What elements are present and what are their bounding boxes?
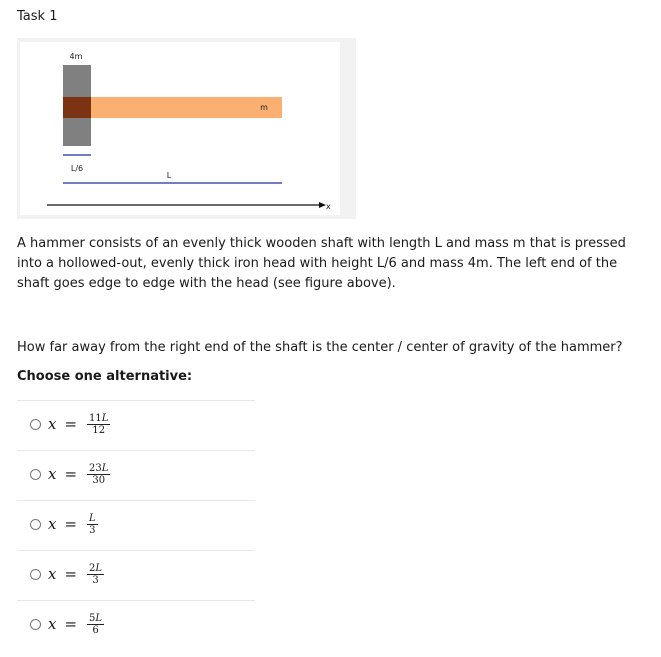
fraction-denominator: 30: [92, 474, 106, 486]
task-title: Task 1: [17, 9, 58, 24]
option-divider: [17, 600, 255, 601]
x-axis-label: x: [326, 202, 331, 211]
radio-button[interactable]: [30, 619, 41, 630]
option-divider: [17, 550, 255, 551]
option-5[interactable]: [30, 609, 104, 639]
option-fraction: [87, 513, 98, 536]
fraction-denominator: 6: [92, 624, 99, 636]
fraction-denominator: 3: [89, 524, 96, 536]
radio-button[interactable]: [30, 419, 41, 430]
question-text: How far away from the right end of the shaft is the center / center of gravity of the hammer?: [17, 340, 623, 355]
option-fraction: [87, 613, 104, 636]
shaft-length-label: L: [166, 171, 172, 180]
option-divider: [17, 500, 255, 501]
fraction-numerator-variable: L: [95, 612, 103, 624]
option-equals: =: [64, 565, 78, 583]
head-height-label: L/6: [70, 164, 84, 173]
shaft-mass-label: m: [260, 103, 268, 112]
fraction-numerator-variable: L: [89, 512, 96, 524]
option-variable: x: [48, 465, 57, 483]
fraction-numerator: 11: [89, 412, 102, 424]
head-mass-label: 4m: [69, 52, 83, 61]
fraction-numerator-variable: L: [95, 562, 103, 574]
option-fraction: [87, 463, 110, 486]
option-divider: [17, 400, 255, 401]
fraction-denominator: 12: [92, 424, 106, 436]
option-equals: =: [64, 515, 78, 533]
fraction-numerator: 5: [89, 612, 96, 624]
option-equals: =: [64, 615, 78, 633]
choose-instruction: Choose one alternative:: [17, 369, 193, 384]
hammer-figure: [17, 38, 356, 219]
hammer-shaft: [91, 97, 282, 118]
fraction-numerator-variable: L: [101, 462, 109, 474]
option-2[interactable]: [30, 459, 110, 489]
option-variable: x: [48, 565, 57, 583]
hammer-diagram: [17, 38, 356, 219]
fraction-denominator: 3: [92, 574, 99, 586]
option-variable: x: [48, 615, 57, 633]
option-3[interactable]: [30, 509, 98, 539]
fraction-numerator-variable: L: [101, 412, 109, 424]
option-4[interactable]: [30, 559, 104, 589]
radio-button[interactable]: [30, 469, 41, 480]
option-variable: x: [48, 415, 57, 433]
radio-button[interactable]: [30, 569, 41, 580]
fraction-numerator: 2: [89, 562, 96, 574]
option-divider: [17, 450, 255, 451]
shaft-head-overlap: [63, 97, 91, 118]
option-equals: =: [64, 465, 78, 483]
fraction-numerator: 23: [89, 462, 102, 474]
option-fraction: [87, 413, 110, 436]
radio-button[interactable]: [30, 519, 41, 530]
problem-description: A hammer consists of an evenly thick wooden shaft with length L and mass m that is pressed into a hollowed-out, evenly thick iron head with height L/6 and mass 4m. The left end of the shaft goes edge to edge with the head (see figure above).: [17, 236, 626, 291]
option-fraction: [87, 563, 104, 586]
option-variable: x: [48, 515, 57, 533]
option-1[interactable]: [30, 409, 110, 439]
option-equals: =: [64, 415, 78, 433]
